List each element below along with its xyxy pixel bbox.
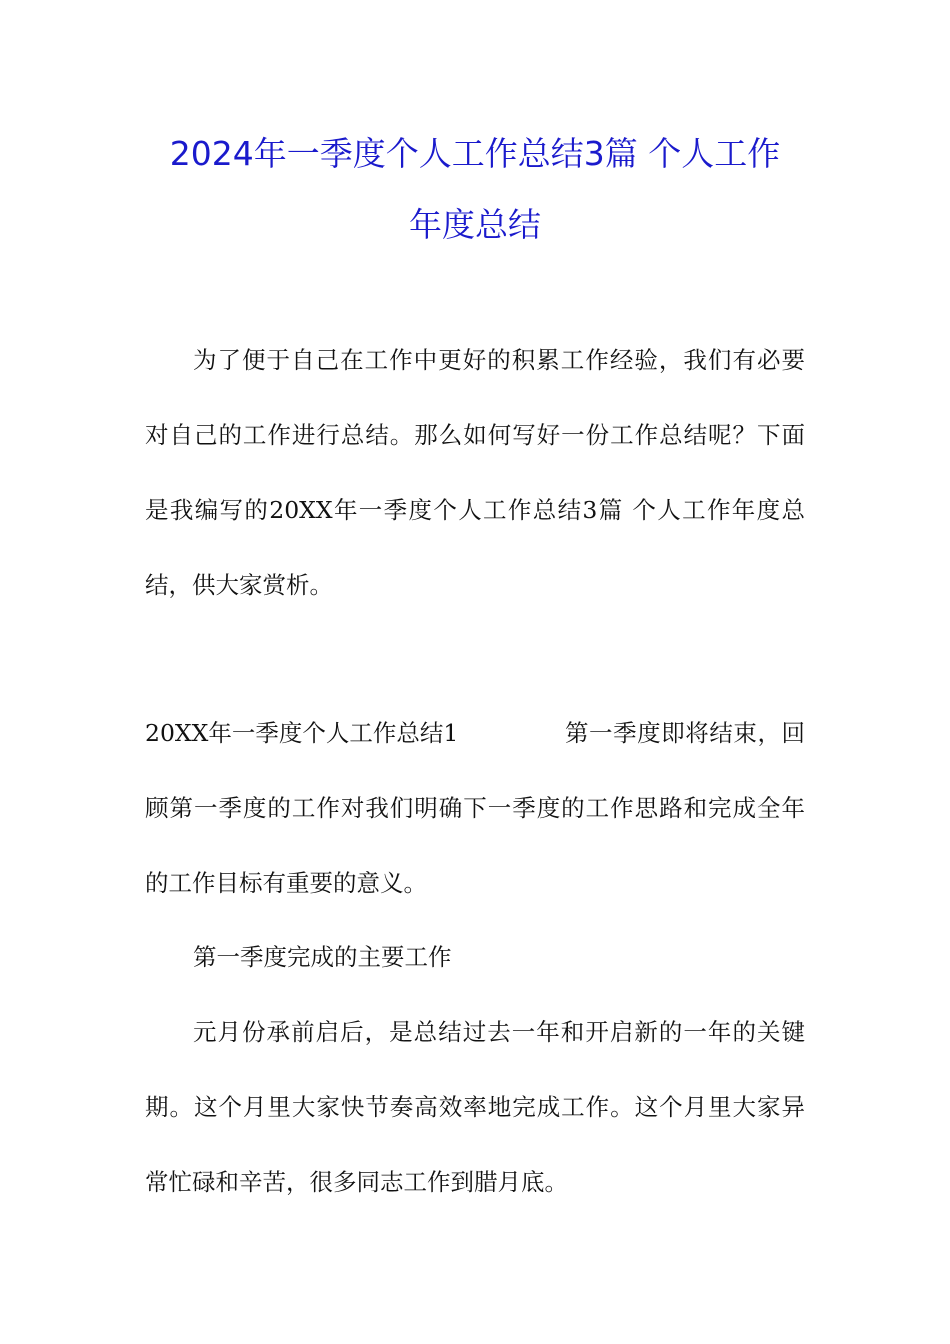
paragraph-2-line-1: 元月份承前启后，是总结过去一年和开启新的一年的关键 xyxy=(193,1018,805,1046)
section1-paragraph-line-3: 的工作目标有重要的意义。 xyxy=(145,869,427,897)
intro-paragraph-line-4: 结，供大家赏析。 xyxy=(145,571,333,599)
section1-paragraph-start: 第一季度即将结束，回 xyxy=(565,719,805,747)
section1-heading: 20XX年一季度个人工作总结1 xyxy=(145,719,459,747)
intro-paragraph-line-2: 对自己的工作进行总结。那么如何写好一份工作总结呢？下面 xyxy=(145,421,805,449)
section1-first-line xyxy=(145,716,805,750)
intro-paragraph-line-1: 为了便于自己在工作中更好的积累工作经验，我们有必要 xyxy=(193,346,805,374)
document-title-line-2: 年度总结 xyxy=(409,205,541,244)
document-title-line-1: 2024年一季度个人工作总结3篇 个人工作 xyxy=(169,134,781,173)
paragraph-2-line-3: 常忙碌和辛苦，很多同志工作到腊月底。 xyxy=(145,1168,568,1196)
section1-paragraph-line-2: 顾第一季度的工作对我们明确下一季度的工作思路和完成全年 xyxy=(145,794,805,822)
intro-paragraph-line-3: 是我编写的20XX年一季度个人工作总结3篇 个人工作年度总 xyxy=(145,496,805,524)
paragraph-2-line-2: 期。这个月里大家快节奏高效率地完成工作。这个月里大家异 xyxy=(145,1093,805,1121)
subheading: 第一季度完成的主要工作 xyxy=(193,943,452,971)
